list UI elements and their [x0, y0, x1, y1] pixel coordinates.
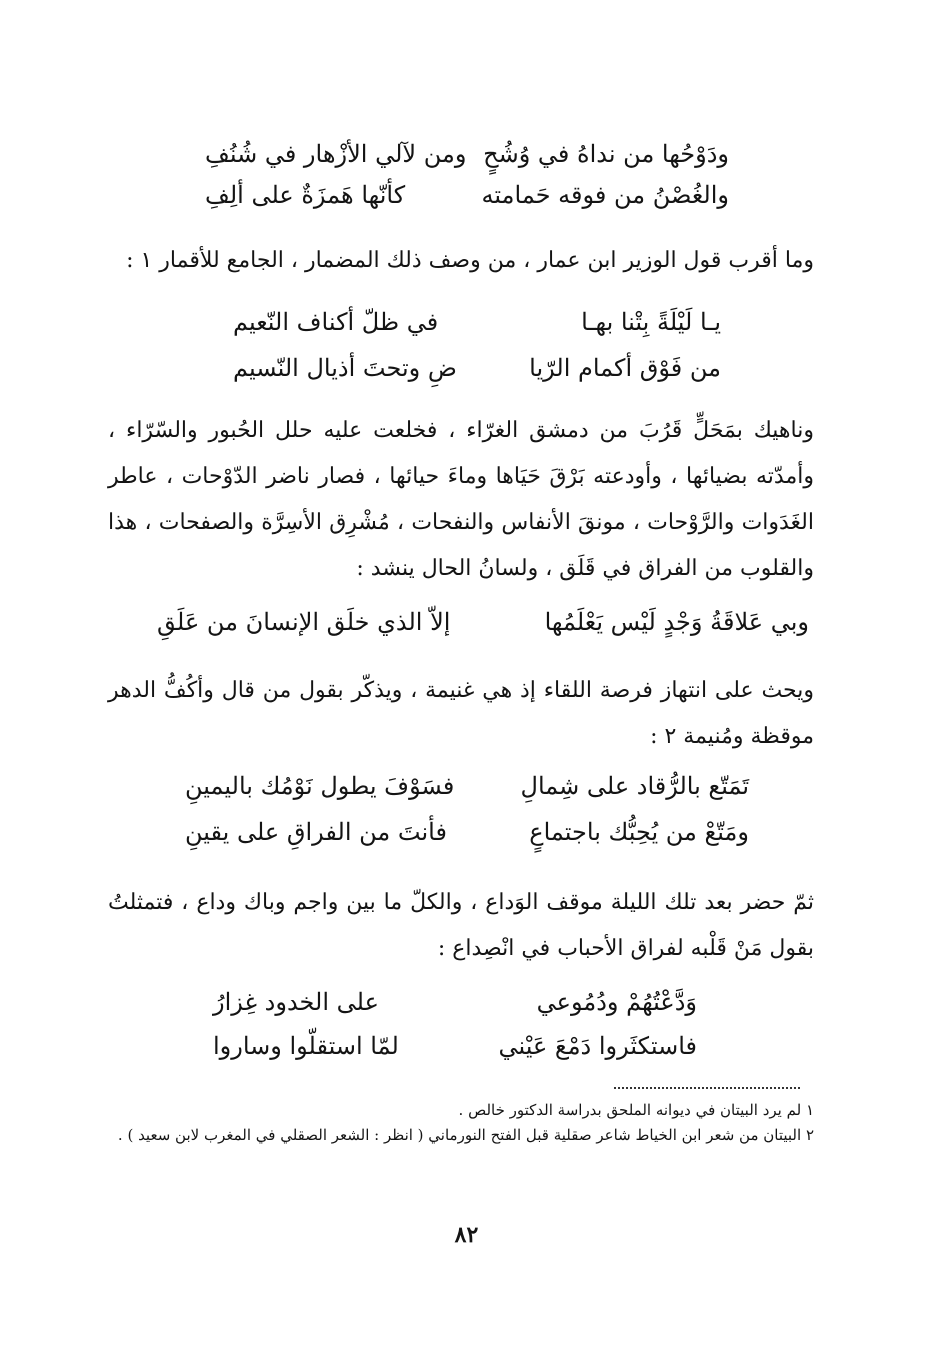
verse-hemistich-first: تَمَتّع بالرُّقاد على شِمالِ	[520, 772, 749, 800]
prose-paragraph	[108, 238, 814, 284]
footnote-divider	[614, 1087, 800, 1089]
verse-hemistich-first: ومَتّعْ من يُحِبُّك باجتماعٍ	[529, 818, 749, 846]
verse-hemistich-second: ومن لآلي الأزْهار في شُنُفِ	[205, 140, 467, 168]
verse-line	[185, 768, 749, 804]
verse-line	[157, 604, 809, 640]
verse-hemistich-first: وَدَّعْتُهُمْ ودُمُوعي	[536, 988, 697, 1016]
footnote-item: ٢ البيتان من شعر ابن الخياط شاعر صقلية قبل الفتح النورماني ( انظر : الشعر الصقلي في المغرب لابن سعيد ) .	[117, 1126, 814, 1144]
verse-hemistich-second: ضِ وتحتَ أذيال النّسيم	[233, 354, 457, 382]
verse-hemistich-first: فاستكثَروا دَمْعَ عَيْني	[498, 1032, 697, 1060]
verse-line	[233, 304, 721, 340]
verse-hemistich-second: في ظلّ أكناف النّعيم	[233, 308, 439, 336]
verse-hemistich-first: وبي عَلاقَةُ وَجْدٍ لَيْس يَعْلَمُها	[544, 608, 809, 636]
prose-paragraph	[108, 408, 814, 592]
verse-hemistich-second: إلاّ الذي خلَق الإنسانَ من عَلَقِ	[157, 608, 451, 636]
verse-hemistich-second: فأنتَ من الفراقِ على يقينِ	[185, 818, 447, 846]
prose-paragraph	[108, 668, 814, 760]
footnote-item: ١ لم يرد البيتان في ديوانه الملحق بدراسة الدكتور خالص .	[458, 1101, 814, 1119]
verse-line	[205, 136, 729, 172]
verse-hemistich-first: ودَوْحُها من نداهُ في وُشُحٍ	[483, 140, 729, 168]
verse-line	[213, 984, 697, 1020]
page-number: ٨٢	[454, 1222, 479, 1248]
prose-text: ويحث على انتهاز فرصة اللقاء إذ هي غنيمة ، ويذكّر بقول من قال وأكُفُّ الدهر موقظة ومُنيمة ٢ :	[108, 678, 814, 749]
verse-hemistich-first: من فَوْق أكمام الرّيا	[529, 354, 721, 382]
verse-hemistich-second: لمّا استقلّوا وساروا	[213, 1032, 399, 1060]
prose-text: وما أقرب قول الوزير ابن عمار ، من وصف ذلك المضمار ، الجامع للأقمار ١ :	[126, 248, 814, 273]
verse-hemistich-second: فسَوْفَ يطول نَوْمُك باليمينِ	[185, 772, 455, 800]
verse-hemistich-second: كأنّها هَمزَةٌ على ألِفِ	[205, 181, 406, 209]
verse-line	[205, 177, 729, 213]
footnotes	[108, 1098, 814, 1148]
prose-text: ثمّ حضر بعد تلك الليلة موقف الوَداع ، والكلّ ما بين واجم وباك وداع ، فتمثلتُ بقول مَنْ قَلْبه لفراق الأحباب في انْصِداع :	[108, 890, 814, 961]
verse-hemistich-first: يـا لَيْلَةً بِتْنا بهـا	[581, 308, 721, 336]
verse-hemistich-first: والغُصْنُ من فوقه حَمامته	[481, 181, 729, 209]
verse-line	[213, 1028, 697, 1064]
verse-line	[185, 814, 749, 850]
prose-paragraph	[108, 880, 814, 972]
verse-line	[233, 350, 721, 386]
verse-hemistich-second: على الخدود غِزارُ	[213, 988, 379, 1016]
prose-text: وناهيك بمَحَلٍّ قَرُبَ من دمشق الغرّاء ، فخلعت عليه حلل الحُبور والسّرّاء ، وأمدّته بضيائها ، وأودعته بَرْقَ حَيَاها وماءَ حيائها ، فصار ناضر الدّوْحات ، عاطر الغَدَوات والرَّوْحات ، مونقَ الأنفاس والنفحات ، مُشْرِق الأسِرَّة والصفحات ، هذا والقلوب من الفراق في قَلَق ، ولسانُ الحال ينشد :	[108, 418, 814, 581]
